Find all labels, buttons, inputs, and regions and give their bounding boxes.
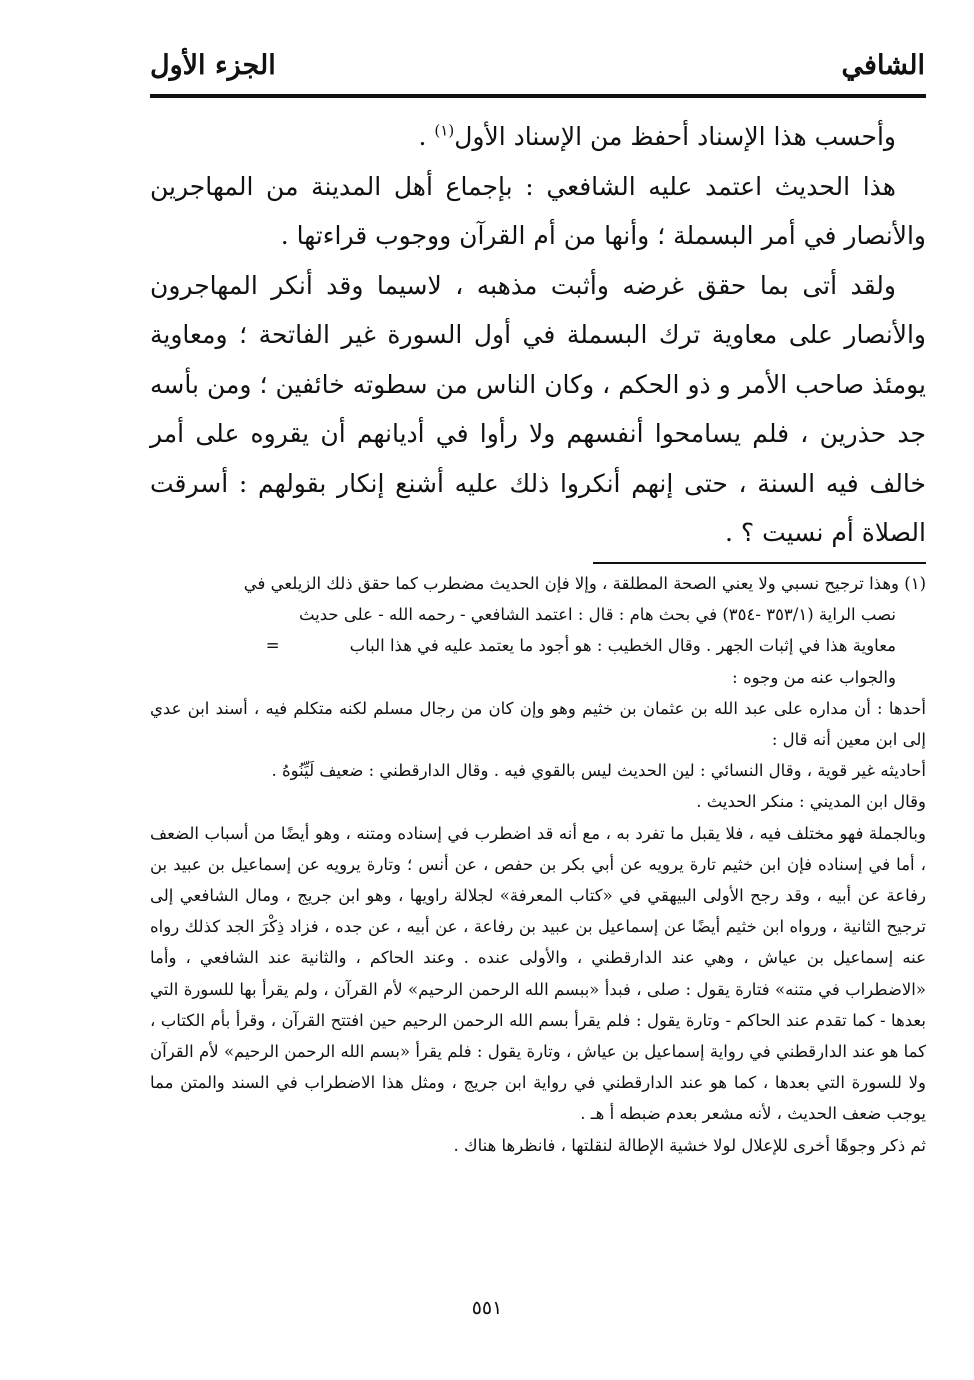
footnote-text: معاوية هذا في إثبات الجهر . وقال الخطيب : هو أجود ما يعتمد عليه في هذا الباب	[349, 636, 896, 656]
footnote-line: (١) وهذا ترجيح نسبي ولا يعني الصحة المطلقة ، وإلا فإن الحديث مضطرب كما حقق ذلك الزيلعي في	[243, 574, 926, 593]
header-rule	[150, 94, 926, 98]
footnote-line	[150, 630, 926, 661]
footnote-marker: (١)	[434, 121, 455, 140]
footnote-rule	[593, 562, 926, 564]
paragraph-1-text: وأحسب هذا الإسناد أحفظ من الإسناد الأول	[454, 122, 896, 151]
paragraph-3: ولقد أتى بما حقق غرضه وأثبت مذهبه ، لاسيما وقد أنكر المهاجرون والأنصار على معاوية ترك البسملة في أول السورة غير الفاتحة ؛ ومعاوية يومئذ صاحب الأمر و ذو الحكم ، وكان الناس من سطوته خائفين ؛ ومن بأسه جد حذرين ، فلم يسامحوا أنفسهم ولا رأوا في أديانهم أن يقروه على أمر خالف فيه السنة ، حتى إنهم أنكروا ذلك عليه أشنع إنكار بقولهم : أسرقت الصلاة أم نسيت ؟ .	[150, 270, 926, 547]
footnote-paragraph: ثم ذكر وجوهًا أخرى للإعلال لولا خشية الإطالة لنقلتها ، فانظرها هناك .	[453, 1135, 926, 1155]
continuation-mark: =	[265, 636, 280, 656]
main-text	[150, 112, 926, 558]
footnote-line: نصب الراية (٣٥٣/١ -٣٥٤) في بحث هام : قال : اعتمد الشافعي - رحمه الله - على حديث	[298, 605, 896, 625]
footnote-paragraph: وقال ابن المديني : منكر الحديث .	[696, 792, 926, 812]
book-title: الشافي	[841, 50, 925, 81]
footnote-paragraph: وبالجملة فهو مختلف فيه ، فلا يقبل ما تفرد به ، مع أنه قد اضطرب في إسناده ومتنه ، وهو أيضًا من أسباب الضعف ، أما في إسناده فإن ابن خثيم تارة يرويه عن أبي بكر بن حفص ، عن أنس ؛ وتارة يرويه عن إسماعيل بن عبيد بن رفاعة عن أبيه ، وقد رجح الأولى البيهقي في «كتاب المعرفة» لجلالة راويها ، وهو ابن جريج ، ومال الشافعي إلى ترجيح الثانية ، ورواه ابن خثيم أيضًا عن إسماعيل بن عبيد بن رفاعة ، عن أبيه ، عن جده ، فزاد ذِكْرَ الجد كذلك رواه عنه إسماعيل بن عياش ، وهي عند الدارقطني ، والأولى عنده . وعند الحاكم ، والثانية عند الشافعي ، وأما «الاضطراب في متنه» فتارة يقول : صلى ، فبدأ «ببسم الله الرحمن الرحيم» لأم القرآن ، ولم يقرأ بها للسورة التي بعدها - كما تقدم عند الحاكم - وتارة يقول : فلم يقرأ بسم الله الرحمن الرحيم حين افتتح القرآن ، وقرأ بأم الكتاب ، كما هو عند الدارقطني في رواية إسماعيل بن عياش ، وتارة يقول : فلم يقرأ «بسم الله الرحمن الرحيم» لأم القرآن ولا للسورة التي بعدها ، كما هو عند الدارقطني في رواية ابن جريج ، ومثل هذا الاضطراب في السند والمتن مما يوجب ضعف الحديث ، لأنه مشعر بعدم ضبطه أ هـ .	[150, 823, 926, 1124]
footnote-line: والجواب عنه من وجوه :	[732, 667, 896, 687]
footnote-paragraph: أحاديثه غير قوية ، وقال النسائي : لين الحديث ليس بالقوي فيه . وقال الدارقطني : ضعيف لَيِّنُوهُ .	[271, 761, 926, 781]
paragraph-1-end: .	[418, 122, 435, 151]
footnotes	[150, 568, 926, 1161]
footnote-paragraph: أحدها : أن مداره على عبد الله بن عثمان بن خثيم وهو وإن كان من رجال مسلم لكنه متكلم فيه ، أسند ابن عدي إلى ابن معين أنه قال :	[150, 698, 926, 750]
paragraph-2: هذا الحديث اعتمد عليه الشافعي : بإجماع أهل المدينة من المهاجرين والأنصار في أمر البسملة ؛ وأنها من أم القرآن ووجوب قراءتها .	[150, 171, 926, 250]
page-number: ٥٥١	[471, 1297, 503, 1319]
running-header	[150, 50, 925, 90]
paragraph-1	[150, 112, 926, 162]
part-label: الجزء الأول	[150, 50, 276, 81]
